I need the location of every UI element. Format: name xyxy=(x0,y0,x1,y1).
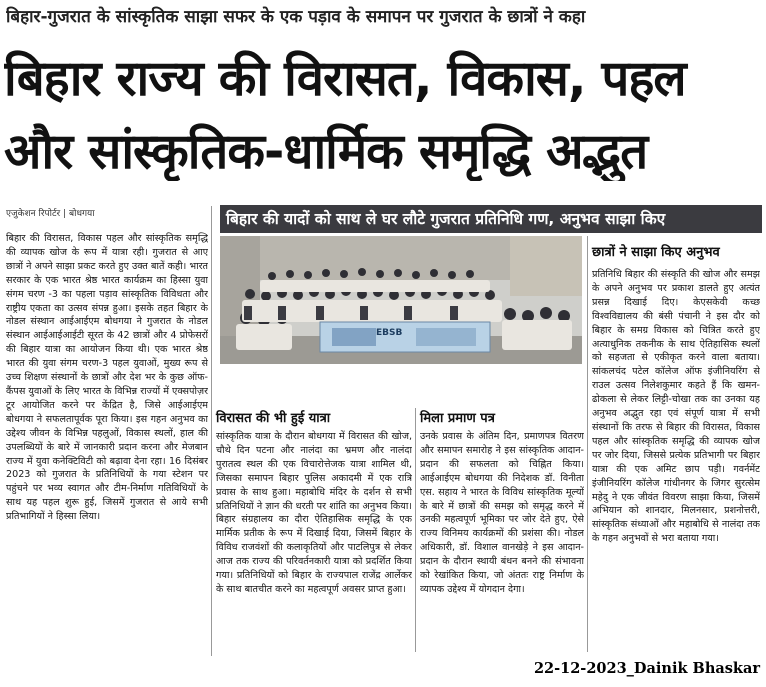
headline-line-2: और सांस्कृतिक-धार्मिक समृद्धि अद्भुत xyxy=(4,123,648,180)
banner-label: EBSB xyxy=(376,328,403,338)
byline: एजुकेशन रिपोर्टर | बोधगया xyxy=(6,209,95,219)
group-photo-graphic xyxy=(220,236,582,364)
photo-banner: बिहार की यादों को साथ ले घर लौटे गुजरात प्रतिनिधि गण, अनुभव साझा किए xyxy=(220,205,762,233)
dateline: 22-12-2023_Dainik Bhaskar xyxy=(533,660,760,677)
subheading-certificate: मिला प्रमाण पत्र xyxy=(420,411,495,426)
heritage-text: सांस्कृतिक यात्रा के दौरान बोधगया में विरासत की खोज, चौथे दिन पटना और नालंदा का भ्रमण और नालंदा पुरातत्व स्थल की एक विचारोत्तेजक यात्रा शामिल थी, जिसका समापन बिहार पुलिस अकादमी में एक रात्रि प्रवास के साथ हुआ। महाबोधि मंदिर के दर्शन से सभी प्रतिनिधियों ने ज्ञान की धरती पर शांति का अनुभव किया। बिहार संग्रहालय का दौरा ऐतिहासिक समृद्धि के एक मार्मिक प्रतीक के रूप में दिखाई दिया, जिसमें बिहार के विविध राजवंशों की कलाकृतियों और पाटलिपुत्र से लेकर आज तक राज्य की परिवर्तनकारी यात्रा को प्रदर्शित किया गया। प्रतिनिधियों को बिहार के राज्यपाल राजेंद्र आर्लेकर के साथ बातचीत करने का महत्वपूर्ण अवसर प्राप्त हुआ। xyxy=(216,431,412,595)
subheading-heritage: विरासत की भी हुई यात्रा xyxy=(216,411,331,426)
subheading-experiences: छात्रों ने साझा किए अनुभव xyxy=(592,245,720,260)
headline-line-1: बिहार राज्य की विरासत, विकास, पहल xyxy=(4,50,686,107)
column-divider xyxy=(415,408,416,652)
certificate-text: उनके प्रवास के अंतिम दिन, प्रमाणपत्र वितरण और समापन समारोह ने इस सांस्कृतिक आदान-प्रदान की सफलता को चिह्नित किया। आईआईएम बोधगया की निदेशक डॉ. विनीता एस. सहाय ने भारत के विविध सांस्कृतिक मूल्यों के बारे में छात्रों की समझ को समृद्ध करने में उनकी महत्वपूर्ण भूमिका पर जोर देते हुए, ऐसे राज्य विनिमय कार्यक्रमों की प्रशंसा की। नोडल अधिकारी, डॉ. विशाल वानखेड़े ने इस आदान-प्रदान के दौरान स्थायी बंधन बनने की संभावना को रेखांकित किया, जो अंततः राष्ट्र निर्माण के व्यापक उद्देश्य में योगदान देगा। xyxy=(420,431,584,595)
group-photo xyxy=(220,236,582,364)
article-kicker: बिहार-गुजरात के सांस्कृतिक साझा सफर के एक पड़ाव के समापन पर गुजरात के छात्रों ने कहा xyxy=(6,7,586,27)
column-divider xyxy=(587,236,588,652)
column-divider xyxy=(211,206,212,656)
column-1-text: बिहार की विरासत, विकास पहल और सांस्कृतिक समृद्धि की व्यापक खोज के रूप में यात्रा रही। गुजरात से आए छात्रों ने अपने साझा प्रकट करते हुए उक्त बातें कही। भारत सरकार के एक भारत श्रेष्ठ भारत कार्यक्रम का हिस्सा युवा संगम चरण -3 का पहला पड़ाव सांस्कृतिक विविधता और राष्ट्रीय एकता का उत्सव संपन्न हुआ। इसके तहत बिहार के नोडल संस्थान आईआईएम बोधगया ने गुजरात के नोडल संस्थान आईआईआईटी सूरत के 42 छात्रों और 4 प्रोफेसरों की बिहार यात्रा का आयोजन किया थी। एक भारत श्रेष्ठ भारत की युवा संगम चरण-3 पहल युवाओं, मुख्य रूप से उच्च शिक्षण संस्थानों के छात्रों और देश भर के कुछ ऑफ-कैंपस युवाओं के लिए भारत के विभिन्न राज्यों में एक्सपोज़र टूर आयोजित करने पर केंद्रित है, जिसे आईआईएम बोधगया ने सफलतापूर्वक पूरा किया। इस गहन अनुभव का उद्देश्य जीवन के विभिन्न पहलुओं, विकास स्थलों, हाल की उपलब्धियों के बारे में जानकारी प्रदान करना और मेजबान राज्य में युवा कनेक्टिविटी को बढ़ावा देना रहा। 16 दिसंबर 2023 को गुजरात के प्रतिनिधियों के गया स्टेशन पर पहुंचने पर भव्य स्वागत और टीम-निर्माण गतिविधियों के साथ यह पहल शुरू हुई, जिसमें गुजरात से आये सभी प्रतिभागियों ने हिस्सा लिया। xyxy=(6,233,208,523)
experiences-text: प्रतिनिधि बिहार की संस्कृति की खोज और समझ के अपने अनुभव पर प्रकाश डालते हुए अत्यंत प्रसन्न दिखाई दिए। केएसकेवी कच्छ विश्वविद्यालय की बंसी पंचानी ने इस दौर को बिहार के समग्र विकास को चित्रित करते हुए अत्याधुनिक तकनीक के साथ ऐतिहासिक स्थलों को सहजता से एकीकृत करने वाला बताया। सांकलचंद पटेल कॉलेज ऑफ इंजीनियरिंग से राउल उत्सव निलेशकुमार कहते हैं कि खमन-ढोकला से लेकर लिट्टी-चोखा तक का उनका यह अनुभव अद्भुत रहा एवं संपूर्ण यात्रा में सभी संस्थानों कि तरफ से बिहार की विरासत, विकास पहल और सांस्कृतिक समृद्धि की व्यापक खोज पर जोर दिया, जिससे प्रत्येक प्रतिभागी पर बिहार यात्रा की एक अमिट छाप पड़ी। गवर्नमेंट इंजीनियरिंग कॉलेज गांधीनगर के जिगर सुरत्सेम महेदु ने एक जीवंत विवरण साझा किया, जिसमें अभियान को शानदार, मिलनसार, प्रशनोत्तरी, सांस्कृतिक संध्याओं और महाबोधि से नालंदा तक के गहन अनुभवों से भरा बताया गया। xyxy=(592,269,760,545)
